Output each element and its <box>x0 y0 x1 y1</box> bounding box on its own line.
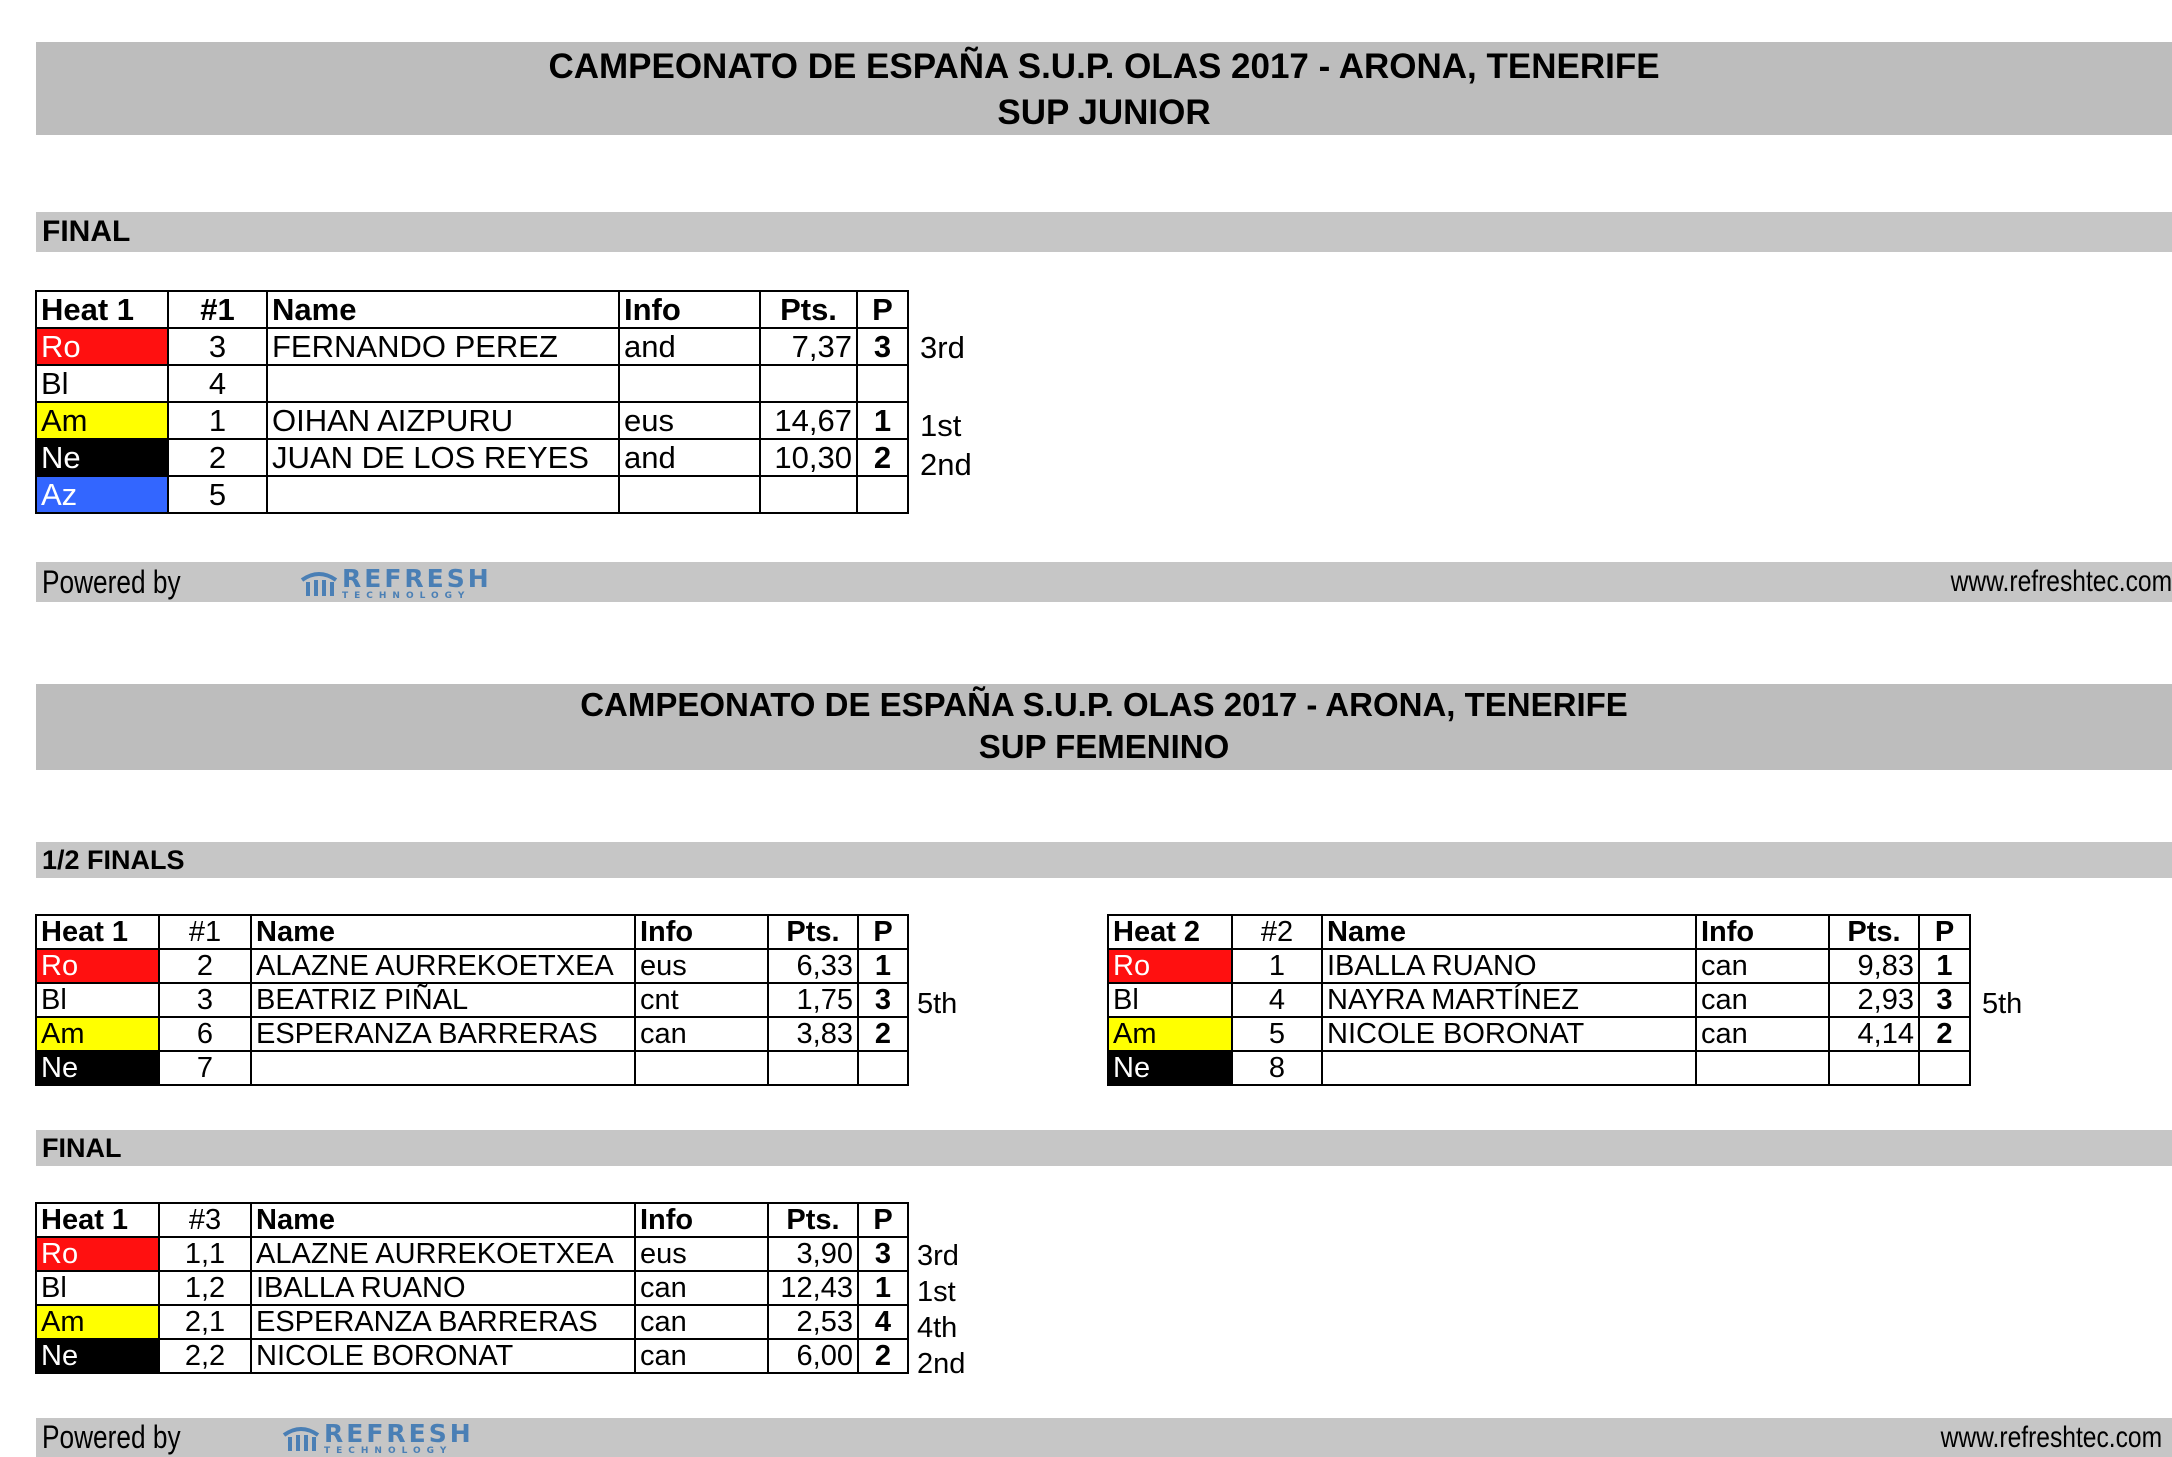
footer-url: www.refreshtec.com <box>1950 565 2172 598</box>
athlete-name: JUAN DE LOS REYES <box>267 439 619 476</box>
athlete-info: eus <box>635 1237 768 1271</box>
col-heat: Heat 1 <box>36 1203 159 1237</box>
col-number: #2 <box>1232 915 1322 949</box>
athlete-number: 2 <box>159 949 251 983</box>
table-header-row <box>1108 915 1970 949</box>
col-number: #1 <box>159 915 251 949</box>
place-label: 2nd <box>917 1348 966 1380</box>
col-info: Info <box>635 1203 768 1237</box>
athlete-name <box>1322 1051 1696 1085</box>
col-number: #1 <box>168 291 267 328</box>
powered-by-label: Powered by <box>42 564 181 600</box>
athlete-position: 3 <box>858 983 908 1017</box>
col-pts: Pts. <box>1829 915 1919 949</box>
athlete-points <box>760 365 857 402</box>
athlete-info: can <box>1696 983 1829 1017</box>
athlete-position <box>1919 1051 1970 1085</box>
athlete-number: 4 <box>1232 983 1322 1017</box>
athlete-name: IBALLA RUANO <box>1322 949 1696 983</box>
athlete-info: can <box>635 1017 768 1051</box>
logo-sub-text: TECHNOLOGY <box>324 1445 453 1456</box>
athlete-info: eus <box>619 402 760 439</box>
col-info: Info <box>619 291 760 328</box>
table-row <box>36 1339 908 1373</box>
col-info: Info <box>635 915 768 949</box>
col-p: P <box>858 915 908 949</box>
athlete-points: 10,30 <box>760 439 857 476</box>
col-p: P <box>857 291 908 328</box>
final-section-label: FINAL <box>42 1133 122 1163</box>
athlete-points: 12,43 <box>768 1271 858 1305</box>
femenino-semis-band <box>36 842 2172 878</box>
athlete-name: ESPERANZA BARRERAS <box>251 1305 635 1339</box>
table-header-row <box>36 915 908 949</box>
junior-section-band <box>36 212 2172 252</box>
col-heat: Heat 1 <box>36 915 159 949</box>
place-label: 4th <box>917 1312 958 1344</box>
athlete-number: 8 <box>1232 1051 1322 1085</box>
col-heat: Heat 2 <box>1108 915 1232 949</box>
athlete-name: ALAZNE AURREKOETXEA <box>251 949 635 983</box>
table-row <box>36 1051 908 1085</box>
athlete-name: ESPERANZA BARRERAS <box>251 1017 635 1051</box>
athlete-number: 1,1 <box>159 1237 251 1271</box>
athlete-info: can <box>1696 949 1829 983</box>
athlete-name: NICOLE BORONAT <box>1322 1017 1696 1051</box>
athlete-points <box>760 476 857 513</box>
femenino-title-line2: SUP FEMENINO <box>978 728 1230 765</box>
logo-main-text: REFRESH <box>342 563 492 593</box>
athlete-points: 4,14 <box>1829 1017 1919 1051</box>
color-cell-ro: Ro <box>36 949 159 983</box>
athlete-number: 2,1 <box>159 1305 251 1339</box>
femenino-final-table <box>35 1202 909 1374</box>
athlete-info: can <box>635 1339 768 1373</box>
athlete-position: 3 <box>858 1237 908 1271</box>
semi2-table <box>1107 914 1971 1086</box>
color-cell-am: Am <box>36 402 168 439</box>
refresh-logo <box>300 563 492 601</box>
table-row <box>1108 1017 1970 1051</box>
athlete-name: OIHAN AIZPURU <box>267 402 619 439</box>
semis-section-label: 1/2 FINALS <box>42 845 185 875</box>
athlete-points <box>768 1051 858 1085</box>
athlete-info <box>619 476 760 513</box>
junior-title-line1: CAMPEONATO DE ESPAÑA S.U.P. OLAS 2017 - ARONA, TENERIFE <box>548 47 1660 86</box>
color-cell-az: Az <box>36 476 168 513</box>
place-label: 3rd <box>920 330 965 365</box>
place-label: 5th <box>917 988 958 1020</box>
athlete-number: 5 <box>1232 1017 1322 1051</box>
athlete-position <box>857 476 908 513</box>
col-p: P <box>1919 915 1970 949</box>
athlete-number: 2,2 <box>159 1339 251 1373</box>
athlete-position: 1 <box>1919 949 1970 983</box>
table-row <box>36 1017 908 1051</box>
athlete-info <box>1696 1051 1829 1085</box>
table-row <box>36 439 908 476</box>
color-cell-am: Am <box>36 1305 159 1339</box>
athlete-position: 1 <box>857 402 908 439</box>
athlete-info: eus <box>635 949 768 983</box>
refresh-logo-icon <box>300 568 338 598</box>
color-cell-am: Am <box>36 1017 159 1051</box>
color-cell-ne: Ne <box>36 439 168 476</box>
athlete-points <box>1829 1051 1919 1085</box>
junior-title-band <box>36 42 2172 135</box>
femenino-title-line1: CAMPEONATO DE ESPAÑA S.U.P. OLAS 2017 - ARONA, TENERIFE <box>580 686 1628 723</box>
color-cell-bl: Bl <box>1108 983 1232 1017</box>
athlete-number: 5 <box>168 476 267 513</box>
athlete-name <box>251 1051 635 1085</box>
powered-by-label: Powered by <box>42 1419 181 1455</box>
athlete-points: 2,93 <box>1829 983 1919 1017</box>
table-row <box>36 328 908 365</box>
athlete-info: and <box>619 328 760 365</box>
table-row <box>36 365 908 402</box>
athlete-position: 2 <box>858 1017 908 1051</box>
athlete-position: 3 <box>857 328 908 365</box>
col-pts: Pts. <box>768 915 858 949</box>
athlete-info: can <box>1696 1017 1829 1051</box>
athlete-info: can <box>635 1271 768 1305</box>
athlete-name: NICOLE BORONAT <box>251 1339 635 1373</box>
table-row <box>36 1237 908 1271</box>
athlete-number: 3 <box>159 983 251 1017</box>
femenino-title-band <box>36 684 2172 770</box>
col-heat: Heat 1 <box>36 291 168 328</box>
athlete-position: 1 <box>858 949 908 983</box>
athlete-position <box>858 1051 908 1085</box>
athlete-name: NAYRA MARTÍNEZ <box>1322 983 1696 1017</box>
logo-main-text: REFRESH <box>324 1418 474 1448</box>
athlete-info: and <box>619 439 760 476</box>
refresh-logo <box>282 1418 474 1456</box>
femenino-final-band <box>36 1130 2172 1166</box>
athlete-name: IBALLA RUANO <box>251 1271 635 1305</box>
athlete-position: 1 <box>858 1271 908 1305</box>
athlete-info <box>635 1051 768 1085</box>
junior-final-table <box>35 290 909 514</box>
junior-title-line2: SUP JUNIOR <box>997 93 1211 132</box>
athlete-points: 3,83 <box>768 1017 858 1051</box>
athlete-position: 4 <box>858 1305 908 1339</box>
table-header-row <box>36 291 908 328</box>
athlete-position: 2 <box>858 1339 908 1373</box>
place-label: 3rd <box>917 1240 959 1272</box>
athlete-name <box>267 365 619 402</box>
athlete-position <box>857 365 908 402</box>
athlete-points: 6,00 <box>768 1339 858 1373</box>
table-row <box>36 1271 908 1305</box>
athlete-name: BEATRIZ PIÑAL <box>251 983 635 1017</box>
color-cell-ro: Ro <box>1108 949 1232 983</box>
athlete-number: 7 <box>159 1051 251 1085</box>
athlete-info <box>619 365 760 402</box>
color-cell-bl: Bl <box>36 365 168 402</box>
color-cell-ro: Ro <box>36 328 168 365</box>
athlete-points: 7,37 <box>760 328 857 365</box>
col-name: Name <box>267 291 619 328</box>
athlete-position: 2 <box>857 439 908 476</box>
table-row <box>1108 949 1970 983</box>
col-pts: Pts. <box>768 1203 858 1237</box>
col-p: P <box>858 1203 908 1237</box>
athlete-name: ALAZNE AURREKOETXEA <box>251 1237 635 1271</box>
table-row <box>36 949 908 983</box>
table-header-row <box>36 1203 908 1237</box>
athlete-number: 2 <box>168 439 267 476</box>
athlete-number: 1,2 <box>159 1271 251 1305</box>
col-number: #3 <box>159 1203 251 1237</box>
athlete-info: can <box>635 1305 768 1339</box>
color-cell-am: Am <box>1108 1017 1232 1051</box>
color-cell-ne: Ne <box>36 1051 159 1085</box>
refresh-logo-icon <box>282 1423 320 1453</box>
athlete-points: 2,53 <box>768 1305 858 1339</box>
athlete-position: 2 <box>1919 1017 1970 1051</box>
semi1-table <box>35 914 909 1086</box>
table-row <box>36 1305 908 1339</box>
athlete-points: 6,33 <box>768 949 858 983</box>
color-cell-ne: Ne <box>1108 1051 1232 1085</box>
logo-sub-text: TECHNOLOGY <box>342 590 471 601</box>
table-row <box>36 402 908 439</box>
athlete-number: 3 <box>168 328 267 365</box>
athlete-number: 1 <box>168 402 267 439</box>
athlete-points: 3,90 <box>768 1237 858 1271</box>
athlete-position: 3 <box>1919 983 1970 1017</box>
table-row <box>1108 983 1970 1017</box>
athlete-name: FERNANDO PEREZ <box>267 328 619 365</box>
col-name: Name <box>251 1203 635 1237</box>
footer-url: www.refreshtec.com <box>1940 1421 2162 1454</box>
athlete-number: 1 <box>1232 949 1322 983</box>
color-cell-ro: Ro <box>36 1237 159 1271</box>
athlete-points: 14,67 <box>760 402 857 439</box>
athlete-number: 4 <box>168 365 267 402</box>
color-cell-bl: Bl <box>36 983 159 1017</box>
table-row <box>36 476 908 513</box>
col-pts: Pts. <box>760 291 857 328</box>
place-label: 2nd <box>920 447 972 482</box>
place-label: 1st <box>917 1276 956 1308</box>
col-info: Info <box>1696 915 1829 949</box>
place-label: 1st <box>920 408 962 443</box>
athlete-info: cnt <box>635 983 768 1017</box>
col-name: Name <box>1322 915 1696 949</box>
color-cell-ne: Ne <box>36 1339 159 1373</box>
athlete-number: 6 <box>159 1017 251 1051</box>
col-name: Name <box>251 915 635 949</box>
athlete-points: 1,75 <box>768 983 858 1017</box>
table-row <box>1108 1051 1970 1085</box>
athlete-name <box>267 476 619 513</box>
athlete-points: 9,83 <box>1829 949 1919 983</box>
color-cell-bl: Bl <box>36 1271 159 1305</box>
place-label: 5th <box>1982 988 2023 1020</box>
junior-section-label: FINAL <box>42 215 131 248</box>
table-row <box>36 983 908 1017</box>
